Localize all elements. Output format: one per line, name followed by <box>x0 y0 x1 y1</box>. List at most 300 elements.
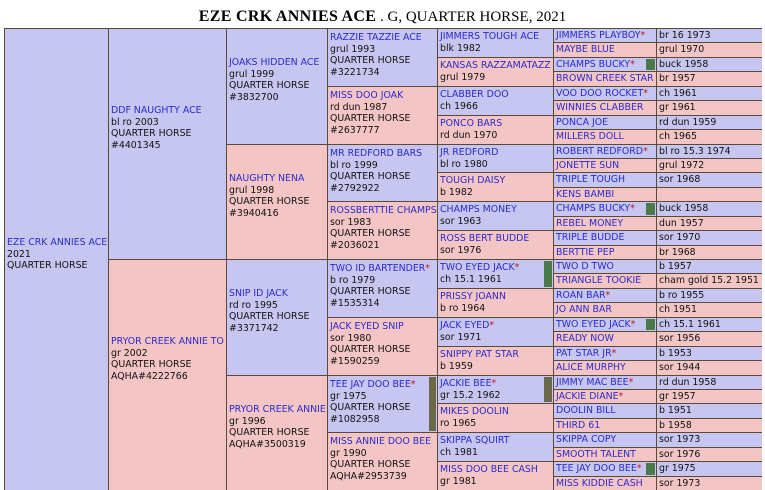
inbreeding-marker <box>429 377 436 431</box>
horse-details: b ro 1964 <box>440 302 486 314</box>
horse-name-link[interactable]: MISS DOO BEE CASH <box>440 464 538 475</box>
horse-details: #2792922 <box>330 182 380 194</box>
ancestor-gen5-info <box>657 332 762 346</box>
horse-details: gr 15.2 1962 <box>440 389 501 401</box>
ancestor-gen5-name <box>554 29 656 42</box>
ancestor-gen5-info <box>657 87 762 100</box>
horse-name-link[interactable]: ALICE MURPHY <box>556 362 626 373</box>
inbreeding-marker <box>646 463 655 475</box>
horse-details: buck 1958 <box>659 59 709 70</box>
horse-details: bl ro 1980 <box>440 158 488 170</box>
horse-name-link[interactable]: TOUGH DAISY <box>440 175 506 186</box>
horse-name-link[interactable]: JIMMY MAC BEE <box>556 377 629 388</box>
ancestor-gen3 <box>328 433 437 490</box>
horse-details: gr 1961 <box>659 102 696 113</box>
horse-name-link[interactable]: MAYBE BLUE <box>556 44 615 55</box>
registered-star-icon: * <box>630 59 635 70</box>
subject-horse <box>5 29 108 490</box>
ancestor-gen5-name <box>554 246 656 259</box>
ancestor-gen5-info <box>657 419 762 432</box>
ancestor-gen5-info <box>657 231 762 245</box>
registered-star-icon: * <box>640 30 646 41</box>
ancestor-gen5-name <box>554 159 656 172</box>
horse-details: bl ro 1999 <box>330 159 378 171</box>
horse-details: bl ro 15.3 1974 <box>659 146 731 157</box>
horse-name-row <box>440 175 551 187</box>
horse-details: gr 1981 <box>440 475 477 487</box>
horse-name-link[interactable]: PRYOR CREEK ANNIE <box>229 404 326 415</box>
horse-details: rd dun 1987 <box>330 101 388 113</box>
ancestor-gen4 <box>438 29 553 57</box>
ancestor-gen5-info <box>657 72 762 86</box>
ancestor-gen5-name <box>554 43 656 57</box>
ancestor-gen5-name <box>554 448 656 461</box>
ancestor-gen5-name <box>554 188 656 201</box>
horse-name-link[interactable]: JR REDFORD <box>440 147 499 158</box>
horse-name-link[interactable]: JOAKS HIDDEN ACE <box>229 57 320 68</box>
horse-name-row <box>440 378 551 390</box>
ancestor-gen4 <box>438 376 553 403</box>
horse-details: grul 1993 <box>330 43 376 55</box>
horse-name-link[interactable]: NAUGHTY NENA <box>229 173 305 184</box>
ancestor-gen3 <box>328 87 437 144</box>
registered-star-icon: * <box>636 463 642 474</box>
ancestor-gen5-name <box>554 289 656 302</box>
horse-details: ch 1961 <box>659 88 697 99</box>
ancestor-gen4 <box>438 202 553 230</box>
ancestor-gen5-info <box>657 289 762 302</box>
horse-details: #2637777 <box>330 124 380 136</box>
horse-details: sor 1976 <box>659 449 701 460</box>
horse-details: ch 1966 <box>440 100 478 112</box>
horse-name-link[interactable]: MISS ANNIE DOO BEE <box>330 436 432 447</box>
horse-name-link[interactable]: PRYOR CREEK ANNIE TO <box>111 336 224 347</box>
ancestor-gen5-name <box>554 390 656 403</box>
horse-name-row <box>440 464 551 476</box>
horse-name-row <box>440 406 551 418</box>
pedigree-chart <box>4 28 762 490</box>
horse-details: QUARTER HORSE <box>330 402 411 414</box>
ancestor-gen4 <box>438 173 553 201</box>
ancestor-gen5-name <box>554 347 656 360</box>
horse-details: QUARTER HORSE <box>330 459 411 471</box>
registered-star-icon: * <box>618 391 624 402</box>
horse-name-row <box>330 90 435 102</box>
registered-star-icon: * <box>611 348 617 359</box>
horse-details: #3371742 <box>229 322 279 334</box>
ancestor-gen4 <box>438 318 553 346</box>
registered-star-icon: * <box>630 203 635 214</box>
horse-name-row <box>330 263 435 275</box>
ancestor-gen5-name <box>554 303 656 317</box>
horse-details: sor 1970 <box>659 232 701 243</box>
ancestor-gen5-info <box>657 361 762 375</box>
horse-name-link[interactable]: MR REDFORD BARS <box>330 148 423 159</box>
horse-details: ch 15.1 1961 <box>440 273 502 285</box>
ancestor-gen5-name <box>554 477 656 490</box>
horse-details: rd dun 1958 <box>659 377 717 388</box>
ancestor-gen5-info <box>657 202 762 216</box>
horse-details: QUARTER HORSE <box>111 359 192 371</box>
subject-name[interactable]: EZE CRK ANNIES ACE <box>7 237 108 248</box>
horse-details: AQHA#3500319 <box>229 438 306 450</box>
ancestor-gen5-info <box>657 404 762 418</box>
horse-details: ch 15.1 1961 <box>659 319 721 330</box>
horse-details: grul 1998 <box>229 184 275 196</box>
horse-name-link[interactable]: SMOOTH TALENT <box>556 449 636 460</box>
sire-dam-gen1 <box>109 260 226 490</box>
ancestor-gen4 <box>438 404 553 432</box>
horse-details: QUARTER HORSE <box>330 286 411 298</box>
registered-star-icon: * <box>489 320 495 331</box>
ancestor-gen5-info <box>657 130 762 144</box>
horse-details: #3832700 <box>229 91 279 103</box>
horse-details: cham gold 15.2 1951 <box>659 275 759 286</box>
horse-name-link[interactable]: BERTTIE PEP <box>556 247 615 258</box>
ancestor-gen3 <box>328 318 437 375</box>
horse-name-row <box>440 320 551 332</box>
horse-name-row <box>330 379 435 391</box>
horse-details: b ro 1979 <box>330 274 376 286</box>
ancestor-gen5-info <box>657 477 762 490</box>
horse-details: QUARTER HORSE <box>330 55 411 67</box>
horse-name-link[interactable]: PAT STAR JR <box>556 348 612 359</box>
horse-name-link[interactable]: THIRD 61 <box>556 420 601 431</box>
ancestor-gen4 <box>438 462 553 490</box>
ancestor-gen5-name <box>554 116 656 129</box>
inbreeding-marker <box>544 377 552 402</box>
horse-details: QUARTER HORSE <box>330 344 411 356</box>
ancestor-gen5-name <box>554 217 656 230</box>
horse-name-link[interactable]: KANSAS RAZZAMATAZZ <box>440 60 551 71</box>
registered-star-icon: * <box>643 88 648 99</box>
ancestor-gen5-info <box>657 145 762 158</box>
ancestor-gen3 <box>328 29 437 86</box>
inbreeding-marker <box>646 203 655 215</box>
horse-details: gr 1975 <box>330 390 367 402</box>
horse-details: grul 1970 <box>659 44 705 55</box>
ancestor-gen5-info <box>657 303 762 317</box>
horse-name-row <box>440 291 551 303</box>
ancestor-gen5-info <box>657 433 762 447</box>
horse-details: #3940416 <box>229 207 279 219</box>
horse-name-link[interactable]: CHAMPS BUCKY <box>556 59 631 70</box>
ancestor-gen5-info <box>657 448 762 461</box>
horse-name-link[interactable]: TWO D TWO <box>556 261 614 272</box>
ancestor-gen5-name <box>554 87 656 100</box>
horse-details: buck 1958 <box>659 203 709 214</box>
horse-details: grul 1979 <box>440 71 486 83</box>
ancestor-gen5-info <box>657 376 762 389</box>
horse-name-link[interactable]: ROBERT REDFORD <box>556 146 643 157</box>
horse-name-link[interactable]: JACKIE BEE <box>440 378 492 389</box>
horse-details: rd dun 1959 <box>659 117 717 128</box>
ancestor-gen5-info <box>657 188 762 201</box>
horse-name-link[interactable]: TWO EYED JACK <box>440 262 515 273</box>
ancestor-gen5-name <box>554 376 656 389</box>
horse-details: #4401345 <box>111 139 161 151</box>
ancestor-gen4 <box>438 433 553 461</box>
horse-name-link[interactable]: TRIPLE BUDDE <box>556 232 625 243</box>
horse-name-link[interactable]: SKIPPA COPY <box>556 434 617 445</box>
horse-name-link[interactable]: JO ANN BAR <box>556 304 612 315</box>
registered-star-icon: * <box>628 377 634 388</box>
ancestor-gen3 <box>328 260 437 317</box>
horse-name-link[interactable]: BROWN CREEK STAR <box>556 73 654 84</box>
horse-name-link[interactable]: PRISSY JOANN <box>440 291 506 302</box>
sire-dam-gen1 <box>109 29 226 259</box>
horse-details: sor 1968 <box>659 174 701 185</box>
horse-details: ch 1981 <box>440 446 478 458</box>
horse-name-row <box>440 349 551 361</box>
horse-name-row <box>440 262 551 274</box>
horse-details: rd dun 1970 <box>440 129 498 141</box>
horse-details: b 1982 <box>440 186 473 198</box>
subject-breed: QUARTER HORSE <box>7 260 88 272</box>
ancestor-gen2 <box>227 29 327 144</box>
horse-details: grul 1972 <box>659 160 705 171</box>
ancestor-gen5-name <box>554 404 656 418</box>
horse-name-link[interactable]: REBEL MONEY <box>556 218 624 229</box>
page-title <box>0 8 765 26</box>
horse-details: b ro 1955 <box>659 290 705 301</box>
horse-details: sor 1973 <box>659 478 701 489</box>
horse-name-row <box>440 89 551 101</box>
ancestor-gen5-info <box>657 159 762 172</box>
horse-details: blk 1982 <box>440 42 481 54</box>
horse-name-link[interactable]: VOO DOO ROCKET <box>556 88 644 99</box>
horse-details: gr 1975 <box>659 463 696 474</box>
ancestor-gen4 <box>438 289 553 317</box>
horse-name-link[interactable]: ROAN BAR <box>556 290 606 301</box>
ancestor-gen5-info <box>657 58 762 71</box>
title-details: . G, QUARTER HORSE, 2021 <box>376 9 567 25</box>
horse-details: grul 1999 <box>229 68 275 80</box>
ancestor-gen5-info <box>657 173 762 187</box>
ancestor-gen3 <box>328 202 437 259</box>
ancestor-gen5-name <box>554 318 656 331</box>
horse-name-link[interactable]: TWO ID BARTENDER <box>330 263 426 274</box>
horse-name-link[interactable]: DOOLIN BILL <box>556 405 616 416</box>
inbreeding-marker <box>646 59 655 70</box>
registered-star-icon: * <box>642 146 648 157</box>
horse-name-link[interactable]: JONETTE SUN <box>556 160 620 171</box>
ancestor-gen2 <box>227 145 327 259</box>
horse-details: #1590259 <box>330 355 380 367</box>
ancestor-gen5-info <box>657 101 762 115</box>
horse-details: ch 1965 <box>659 131 697 142</box>
ancestor-gen5-name <box>554 101 656 115</box>
ancestor-gen5-name <box>554 202 656 216</box>
horse-details: sor 1944 <box>659 362 701 373</box>
horse-details: sor 1956 <box>659 333 701 344</box>
horse-name-link[interactable]: DDF NAUGHTY ACE <box>111 105 202 116</box>
horse-name-link[interactable]: MISS KIDDIE CASH <box>556 478 643 489</box>
horse-name-link[interactable]: READY NOW <box>556 333 614 344</box>
horse-name-link[interactable]: CHAMPS BUCKY <box>556 203 631 214</box>
ancestor-gen5-name <box>554 361 656 375</box>
title-horse-name: EZE CRK ANNIES ACE <box>198 8 377 25</box>
horse-details: b 1953 <box>659 348 692 359</box>
horse-name-link[interactable]: TEE JAY DOO BEE <box>556 463 637 474</box>
ancestor-gen5-name <box>554 130 656 144</box>
horse-details: sor 1976 <box>440 244 482 256</box>
horse-details: gr 2002 <box>111 347 148 359</box>
horse-details: ch 1951 <box>659 304 697 315</box>
ancestor-gen5-name <box>554 173 656 187</box>
horse-name-link[interactable]: JACK EYED SNIP <box>330 321 404 332</box>
horse-details: QUARTER HORSE <box>330 113 411 125</box>
ancestor-gen5-info <box>657 347 762 360</box>
horse-name-row <box>440 233 551 245</box>
registered-star-icon: * <box>410 379 416 390</box>
horse-name-row <box>330 205 435 217</box>
horse-name-link[interactable]: KENS BAMBI <box>556 189 615 200</box>
horse-details: gr 1996 <box>229 415 266 427</box>
ancestor-gen5-info <box>657 29 762 42</box>
ancestor-gen4 <box>438 116 553 144</box>
ancestor-gen5-info <box>657 116 762 129</box>
ancestor-gen5-name <box>554 332 656 346</box>
horse-name-link[interactable]: ROSSBERTTIE CHAMPS <box>330 205 437 216</box>
horse-name-row <box>440 31 551 43</box>
ancestor-gen5-name <box>554 260 656 273</box>
horse-details: QUARTER HORSE <box>229 427 310 439</box>
ancestor-gen4 <box>438 260 553 288</box>
ancestor-gen5-info <box>657 217 762 230</box>
horse-name-link[interactable]: TWO EYED JACK <box>556 319 631 330</box>
horse-details: sor 1971 <box>440 331 482 343</box>
registered-star-icon: * <box>425 263 431 274</box>
horse-details: QUARTER HORSE <box>229 311 310 323</box>
horse-name-link[interactable]: MIKES DOOLIN <box>440 406 509 417</box>
horse-name-link[interactable]: SKIPPA SQUIRT <box>440 435 510 446</box>
horse-name-link[interactable]: JACK EYED <box>440 320 490 331</box>
horse-name-link[interactable]: SNIPPY PAT STAR <box>440 349 519 360</box>
ancestor-gen5-info <box>657 390 762 403</box>
horse-details: AQHA#4222766 <box>111 370 188 382</box>
horse-details: rd ro 1995 <box>229 299 278 311</box>
ancestor-gen4 <box>438 347 553 375</box>
horse-name-link[interactable]: JIMMERS TOUGH ACE <box>440 31 540 42</box>
horse-details: b 1957 <box>659 261 692 272</box>
ancestor-gen5-name <box>554 231 656 245</box>
horse-details: QUARTER HORSE <box>229 196 310 208</box>
horse-name-link[interactable]: MISS DOO JOAK <box>330 90 404 101</box>
horse-details: #1535314 <box>330 297 380 309</box>
horse-details: sor 1980 <box>330 332 372 344</box>
horse-name-link[interactable]: ROSS BERT BUDDE <box>440 233 530 244</box>
horse-name-link[interactable]: SNIP ID JACK <box>229 288 288 299</box>
horse-details: #1082958 <box>330 413 380 425</box>
horse-details: AQHA#2953739 <box>330 470 407 482</box>
horse-details: br 1957 <box>659 73 696 84</box>
ancestor-gen2 <box>227 376 327 490</box>
horse-details: sor 1963 <box>440 215 482 227</box>
ancestor-gen5-name <box>554 58 656 71</box>
horse-details: QUARTER HORSE <box>229 80 310 92</box>
ancestor-gen5-info <box>657 274 762 288</box>
ancestor-gen4 <box>438 58 553 86</box>
ancestor-gen3 <box>328 376 437 432</box>
ancestor-gen5-info <box>657 246 762 259</box>
ancestor-gen3 <box>328 145 437 201</box>
horse-name-row <box>330 148 435 160</box>
horse-details: gr 1957 <box>659 391 696 402</box>
horse-name-row <box>440 60 551 72</box>
horse-details: br 16 1973 <box>659 30 711 41</box>
registered-star-icon: * <box>491 378 497 389</box>
horse-name-row <box>440 147 551 159</box>
horse-details: #3221734 <box>330 66 380 78</box>
horse-name-link[interactable]: CHAMPS MONEY <box>440 204 517 215</box>
horse-name-link[interactable]: WINNIES CLABBER <box>556 102 644 113</box>
horse-details: b 1958 <box>659 420 692 431</box>
horse-details: QUARTER HORSE <box>330 228 411 240</box>
horse-name-link[interactable]: TRIPLE TOUGH <box>556 174 626 185</box>
horse-details: QUARTER HORSE <box>330 171 411 183</box>
inbreeding-marker <box>544 261 552 287</box>
ancestor-gen4 <box>438 145 553 172</box>
horse-details: gr 1990 <box>330 447 367 459</box>
horse-name-link[interactable]: PONCO BARS <box>440 118 503 129</box>
horse-details: b 1959 <box>440 360 473 372</box>
registered-star-icon: * <box>630 319 636 330</box>
ancestor-gen5-info <box>657 43 762 57</box>
ancestor-gen5-name <box>554 433 656 447</box>
ancestor-gen5-name <box>554 462 656 476</box>
horse-name-row <box>440 435 551 447</box>
ancestor-gen5-name <box>554 274 656 288</box>
horse-name-link[interactable]: MILLERS DOLL <box>556 131 624 142</box>
horse-name-link[interactable]: RAZZIE TAZZIE ACE <box>330 32 422 43</box>
ancestor-gen5-info <box>657 260 762 273</box>
horse-details: bl ro 2003 <box>111 116 159 128</box>
subject-year: 2021 <box>7 248 31 260</box>
horse-details: sor 1973 <box>659 434 701 445</box>
registered-star-icon: * <box>514 262 520 273</box>
horse-details: dun 1957 <box>659 218 704 229</box>
horse-name-row <box>330 436 435 448</box>
ancestor-gen5-name <box>554 145 656 158</box>
horse-name-link[interactable]: JIMMERS PLAYBOY <box>556 30 641 41</box>
horse-name-link[interactable]: CLABBER DOO <box>440 89 509 100</box>
ancestor-gen4 <box>438 231 553 259</box>
horse-name-link[interactable]: PONCA JOE <box>556 117 609 128</box>
ancestor-gen4 <box>438 87 553 115</box>
horse-details: ro 1965 <box>440 417 477 429</box>
inbreeding-marker <box>646 319 655 330</box>
horse-name-link[interactable]: TRIANGLE TOOKIE <box>556 275 642 286</box>
horse-name-link[interactable]: TEE JAY DOO BEE <box>330 379 411 390</box>
horse-name-link[interactable]: JACKIE DIANE <box>556 391 619 402</box>
registered-star-icon: * <box>605 290 611 301</box>
horse-name-row <box>440 204 551 216</box>
ancestor-gen5-name <box>554 419 656 432</box>
ancestor-gen2 <box>227 260 327 375</box>
horse-details: #2036021 <box>330 239 380 251</box>
horse-details: br 1968 <box>659 247 696 258</box>
ancestor-gen5-info <box>657 462 762 476</box>
horse-name-row <box>330 32 435 44</box>
horse-name-row <box>440 118 551 130</box>
ancestor-gen5-name <box>554 72 656 86</box>
ancestor-gen5-info <box>657 318 762 331</box>
horse-details: b 1951 <box>659 405 692 416</box>
horse-details: QUARTER HORSE <box>111 128 192 140</box>
horse-name-row <box>330 321 435 333</box>
horse-details: sor 1983 <box>330 216 372 228</box>
